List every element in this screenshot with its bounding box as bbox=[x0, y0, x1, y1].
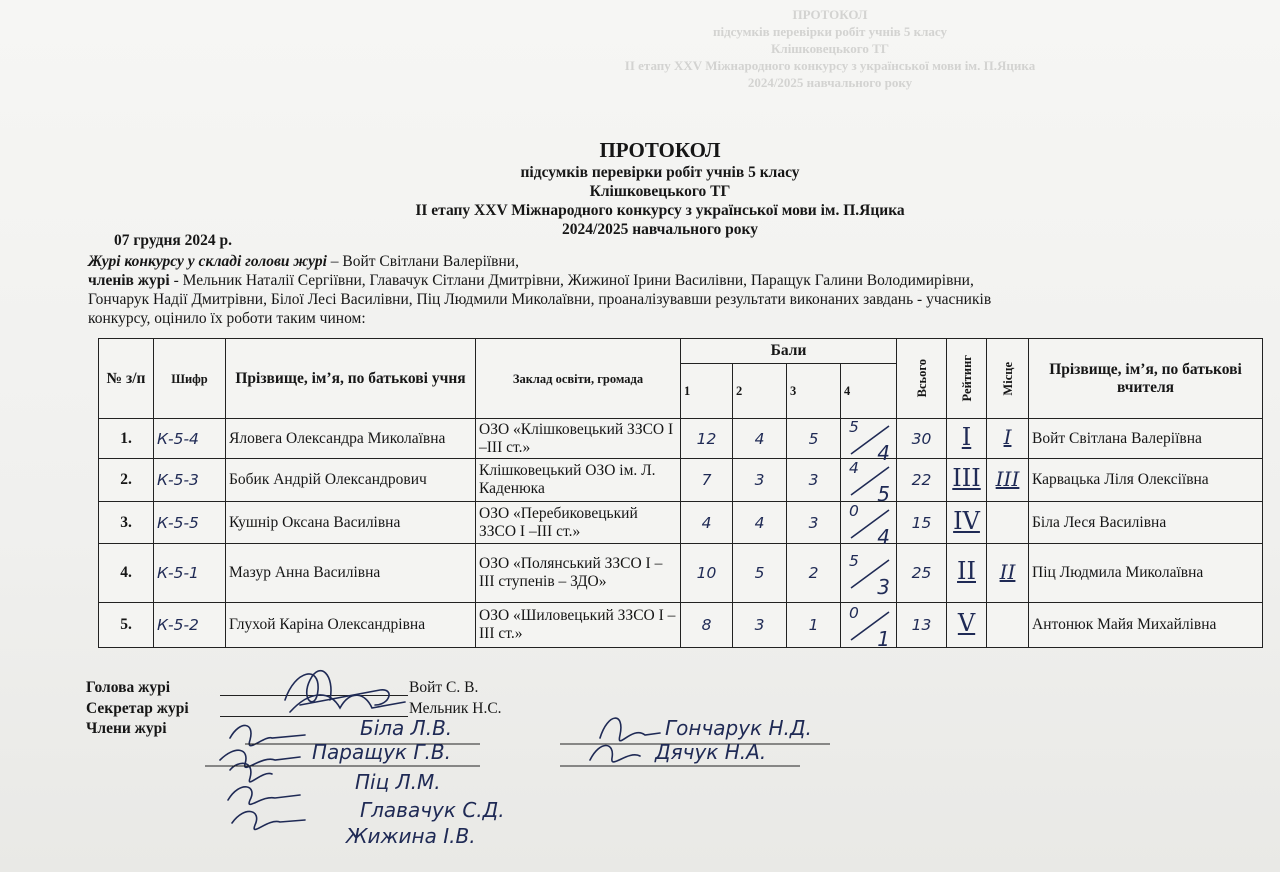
table-row bbox=[99, 419, 1263, 459]
table-row bbox=[99, 603, 1263, 648]
row-score-1: 12 bbox=[681, 419, 733, 459]
col-cipher: Шифр bbox=[154, 339, 226, 419]
header-line-3: ІІ етапу XXV Міжнародного конкурсу з української мови ім. П.Яцика bbox=[415, 202, 905, 219]
row-place bbox=[987, 459, 1029, 502]
col-place-header bbox=[987, 339, 1029, 419]
results-table bbox=[98, 338, 1263, 651]
score-4-denominator: 3 bbox=[877, 575, 891, 599]
row-score-3: 2 bbox=[787, 544, 841, 603]
row-score-3: 3 bbox=[787, 459, 841, 502]
jury-head-line bbox=[88, 253, 519, 271]
score-4-fraction bbox=[841, 604, 896, 651]
table-row bbox=[99, 502, 1263, 544]
row-teacher: Войт Світлана Валеріївна bbox=[1029, 419, 1263, 459]
row-total: 25 bbox=[897, 544, 947, 603]
col-total-header bbox=[897, 339, 947, 419]
col-rating-header bbox=[947, 339, 987, 419]
row-cipher: К-5-2 bbox=[154, 603, 226, 648]
score-4-fraction bbox=[841, 552, 896, 599]
place-value: II bbox=[999, 559, 1016, 584]
row-total: 15 bbox=[897, 502, 947, 544]
col-total: Всього bbox=[914, 359, 929, 398]
row-score-4 bbox=[841, 544, 897, 603]
row-score-4 bbox=[841, 417, 897, 465]
row-school: Клішковецький ОЗО ім. Л. Каденюка bbox=[476, 459, 681, 502]
rating-value: III bbox=[952, 464, 981, 492]
row-school: ОЗО «Полянський ЗЗСО І –ІІІ ступенів – ЗДО» bbox=[476, 544, 681, 603]
row-school: ОЗО «Клішковецький ЗЗСО І –ІІІ ст.» bbox=[476, 419, 681, 459]
row-place bbox=[987, 603, 1029, 648]
score-4-numerator: 4 bbox=[849, 459, 859, 477]
row-number: 3. bbox=[99, 502, 154, 544]
row-total: 30 bbox=[897, 419, 947, 459]
header-line-1: підсумків перевірки робіт учнів 5 класу bbox=[520, 164, 800, 181]
row-teacher: Карвацька Ліля Олексіївна bbox=[1029, 459, 1263, 502]
header-line-2: Клішковецького ТГ bbox=[589, 183, 731, 200]
row-school: ОЗО «Перебиковецький ЗЗСО І –ІІІ ст.» bbox=[476, 502, 681, 544]
row-score-3: 1 bbox=[787, 603, 841, 648]
head-signature-line bbox=[220, 695, 408, 696]
row-score-1: 4 bbox=[681, 502, 733, 544]
row-cipher: К-5-3 bbox=[154, 459, 226, 502]
header-line-4: 2024/2025 навчального року bbox=[562, 221, 758, 238]
member-signature-bila: Біла Л.В. bbox=[360, 716, 453, 740]
member-signature-zhyzhyna: Жижина І.В. bbox=[346, 824, 476, 848]
row-rating bbox=[947, 544, 987, 603]
table-row bbox=[99, 544, 1263, 603]
row-cipher: К-5-5 bbox=[154, 502, 226, 544]
jury-intro: Журі конкурсу у складі голови журі bbox=[88, 253, 327, 270]
rating-value: IV bbox=[953, 506, 980, 535]
row-rating bbox=[947, 459, 987, 502]
row-score-4 bbox=[841, 459, 897, 506]
col-score-1: 1 bbox=[681, 364, 733, 419]
row-place bbox=[987, 544, 1029, 603]
bleed-through-text bbox=[560, 6, 1100, 91]
members-signature-label: Члени журі bbox=[86, 720, 167, 737]
row-rating bbox=[947, 419, 987, 459]
row-place bbox=[987, 419, 1029, 459]
ghost-line: Клішковецького ТГ bbox=[770, 41, 890, 56]
head-signature-name: Войт С. В. bbox=[409, 679, 479, 696]
table-row bbox=[99, 459, 1263, 502]
row-number: 1. bbox=[99, 419, 154, 459]
row-teacher: Піц Людмила Миколаївна bbox=[1029, 544, 1263, 603]
row-number: 5. bbox=[99, 603, 154, 648]
row-score-1: 8 bbox=[681, 603, 733, 648]
row-student: Яловега Олександра Миколаївна bbox=[226, 419, 476, 459]
table-body bbox=[99, 417, 1263, 651]
row-student: Мазур Анна Василівна bbox=[226, 544, 476, 603]
row-score-2: 5 bbox=[733, 544, 787, 603]
col-school: Заклад освіти, громада bbox=[476, 339, 681, 419]
ghost-line: ПРОТОКОЛ bbox=[792, 7, 868, 22]
member-signature-pits: Піц Л.М. bbox=[355, 770, 441, 794]
member-signature-honcharuk: Гончарук Н.Д. bbox=[665, 716, 812, 740]
col-score-3: 3 bbox=[787, 364, 841, 419]
row-total: 22 bbox=[897, 459, 947, 502]
row-school: ОЗО «Шиловецький ЗЗСО І –ІІІ ст.» bbox=[476, 603, 681, 648]
row-student: Бобик Андрій Олександрович bbox=[226, 459, 476, 502]
col-scores: Бали bbox=[681, 339, 897, 364]
row-score-3: 3 bbox=[787, 502, 841, 544]
row-number: 4. bbox=[99, 544, 154, 603]
rating-value: II bbox=[957, 557, 976, 585]
score-4-numerator: 0 bbox=[849, 501, 859, 520]
score-4-fraction bbox=[841, 459, 896, 506]
member-signature-diachuk: Дячук Н.А. bbox=[655, 740, 767, 764]
secretary-signature-label: Секретар журі bbox=[86, 700, 189, 717]
col-score-4: 4 bbox=[841, 364, 897, 419]
col-student: Прізвище, ім’я, по батькові учня bbox=[226, 339, 476, 419]
score-4-denominator: 4 bbox=[877, 524, 891, 549]
row-score-2: 3 bbox=[733, 459, 787, 502]
row-score-1: 10 bbox=[681, 544, 733, 603]
row-number: 2. bbox=[99, 459, 154, 502]
row-teacher: Антонюк Майя Михайлівна bbox=[1029, 603, 1263, 648]
score-4-denominator: 1 bbox=[877, 627, 891, 651]
row-total: 13 bbox=[897, 603, 947, 648]
score-4-numerator: 0 bbox=[849, 604, 859, 622]
row-score-2: 3 bbox=[733, 603, 787, 648]
row-score-2: 4 bbox=[733, 502, 787, 544]
jury-head-name: – Войт Світлани Валеріївни, bbox=[330, 253, 519, 270]
col-rating: Рейтинг bbox=[959, 355, 974, 402]
jury-members-label: членів журі bbox=[88, 272, 170, 289]
score-4-denominator: 5 bbox=[877, 482, 891, 506]
score-4-numerator: 5 bbox=[849, 417, 859, 436]
row-score-3: 5 bbox=[787, 419, 841, 459]
member-signature-hlavachuk: Главачук С.Д. bbox=[360, 798, 505, 822]
ghost-line: 2024/2025 навчального року bbox=[747, 75, 913, 90]
document-title: ПРОТОКОЛ bbox=[599, 138, 721, 162]
score-4-denominator: 4 bbox=[877, 440, 891, 465]
ghost-line: ІІ етапу XXV Міжнародного конкурсу з української мови ім. П.Яцика bbox=[624, 58, 1036, 73]
row-student: Кушнір Оксана Василівна bbox=[226, 502, 476, 544]
row-rating bbox=[947, 502, 987, 544]
row-rating bbox=[947, 603, 987, 648]
col-number: № з/п bbox=[99, 339, 154, 419]
score-4-fraction bbox=[841, 501, 896, 549]
row-score-2: 4 bbox=[733, 419, 787, 459]
row-score-1: 7 bbox=[681, 459, 733, 502]
place-value: III bbox=[995, 466, 1020, 491]
head-signature-label: Голова журі bbox=[86, 679, 171, 696]
row-cipher: К-5-1 bbox=[154, 544, 226, 603]
ghost-line: підсумків перевірки робіт учнів 5 класу bbox=[713, 24, 947, 39]
col-teacher: Прізвище, ім’я, по батькові вчителя bbox=[1029, 339, 1263, 419]
row-place bbox=[987, 502, 1029, 544]
secretary-signature-name: Мельник Н.С. bbox=[409, 700, 502, 717]
row-student: Глухой Каріна Олександрівна bbox=[226, 603, 476, 648]
row-cipher: К-5-4 bbox=[154, 419, 226, 459]
protocol-date: 07 грудня 2024 р. bbox=[114, 232, 233, 249]
place-value: I bbox=[1003, 425, 1012, 449]
jury-members-line-3: конкурсу, оцінило їх роботи таким чином: bbox=[88, 310, 366, 327]
member-signature-parashchuk: Паращук Г.В. bbox=[312, 740, 451, 764]
jury-members-line-1 bbox=[88, 272, 974, 290]
col-score-2: 2 bbox=[733, 364, 787, 419]
rating-value: I bbox=[961, 422, 972, 451]
score-4-numerator: 5 bbox=[849, 552, 859, 570]
score-4-fraction bbox=[841, 417, 896, 465]
jury-members-text-1: - Мельник Наталії Сергіївни, Главачук Сітлани Дмитрівни, Жижиної Ірини Василівни, Паращук Галини Володимирівни, bbox=[169, 272, 974, 289]
jury-members-line-2: Гончарук Надії Дмитрівни, Білої Лесі Василівни, Піц Людмили Миколаївни, проаналізувавши результати виконаних завдань - учасників bbox=[88, 291, 992, 308]
table-header-row bbox=[99, 339, 1263, 364]
row-teacher: Біла Леся Василівна bbox=[1029, 502, 1263, 544]
row-score-4 bbox=[841, 501, 897, 549]
row-score-4 bbox=[841, 603, 897, 651]
col-place: Місце bbox=[1000, 361, 1015, 396]
rating-value: V bbox=[957, 609, 976, 637]
